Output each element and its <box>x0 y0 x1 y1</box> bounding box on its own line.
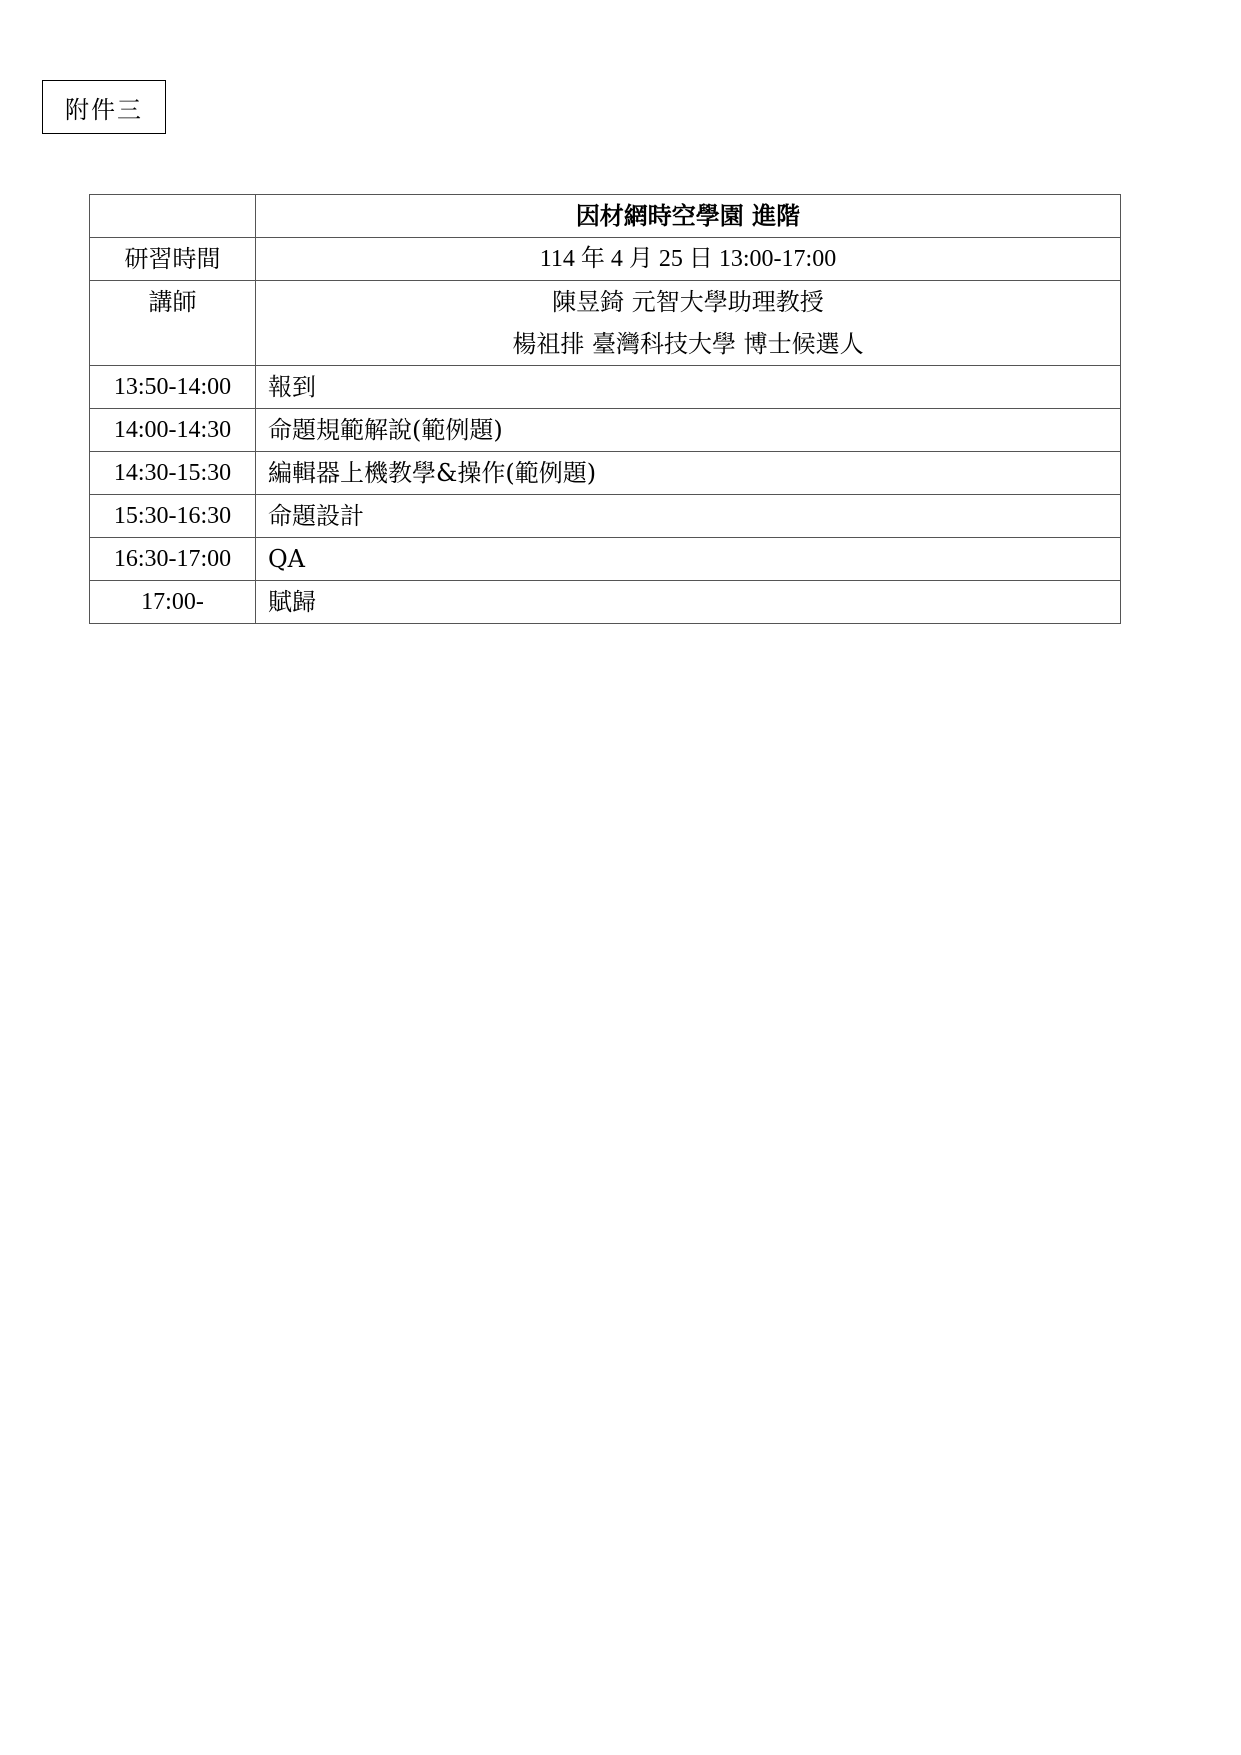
schedule-activity: QA <box>256 538 1121 581</box>
header-left-cell <box>90 195 256 238</box>
study-time-row <box>90 238 1121 281</box>
schedule-activity: 命題規範解說(範例題) <box>256 409 1121 452</box>
schedule-time: 14:30-15:30 <box>90 452 256 495</box>
workshop-title: 因材網時空學園 進階 <box>256 195 1121 238</box>
schedule-row <box>90 495 1121 538</box>
lecturer-item: 陳昱錡 元智大學助理教授 <box>552 288 824 316</box>
schedule-time: 16:30-17:00 <box>90 538 256 581</box>
lecturer-row <box>90 281 1121 366</box>
schedule-time: 13:50-14:00 <box>90 366 256 409</box>
lecturer-list <box>256 281 1121 366</box>
schedule-row <box>90 581 1121 624</box>
schedule-row <box>90 409 1121 452</box>
study-time-value: 114 年 4 月 25 日 13:00-17:00 <box>256 238 1121 281</box>
schedule-row <box>90 452 1121 495</box>
lecturer-item: 楊祖排 臺灣科技大學 博士候選人 <box>512 330 864 358</box>
schedule-activity: 編輯器上機教學&操作(範例題) <box>256 452 1121 495</box>
schedule-time: 17:00- <box>90 581 256 624</box>
study-time-label: 研習時間 <box>90 238 256 281</box>
workshop-schedule-table <box>89 194 1121 624</box>
schedule-activity: 賦歸 <box>256 581 1121 624</box>
lecturer-label: 講師 <box>90 281 256 366</box>
schedule-activity: 命題設計 <box>256 495 1121 538</box>
table-header-row <box>90 195 1121 238</box>
schedule-time: 14:00-14:30 <box>90 409 256 452</box>
schedule-time: 15:30-16:30 <box>90 495 256 538</box>
attachment-label: 附件三 <box>42 80 166 134</box>
schedule-row <box>90 538 1121 581</box>
schedule-activity: 報到 <box>256 366 1121 409</box>
schedule-row <box>90 366 1121 409</box>
